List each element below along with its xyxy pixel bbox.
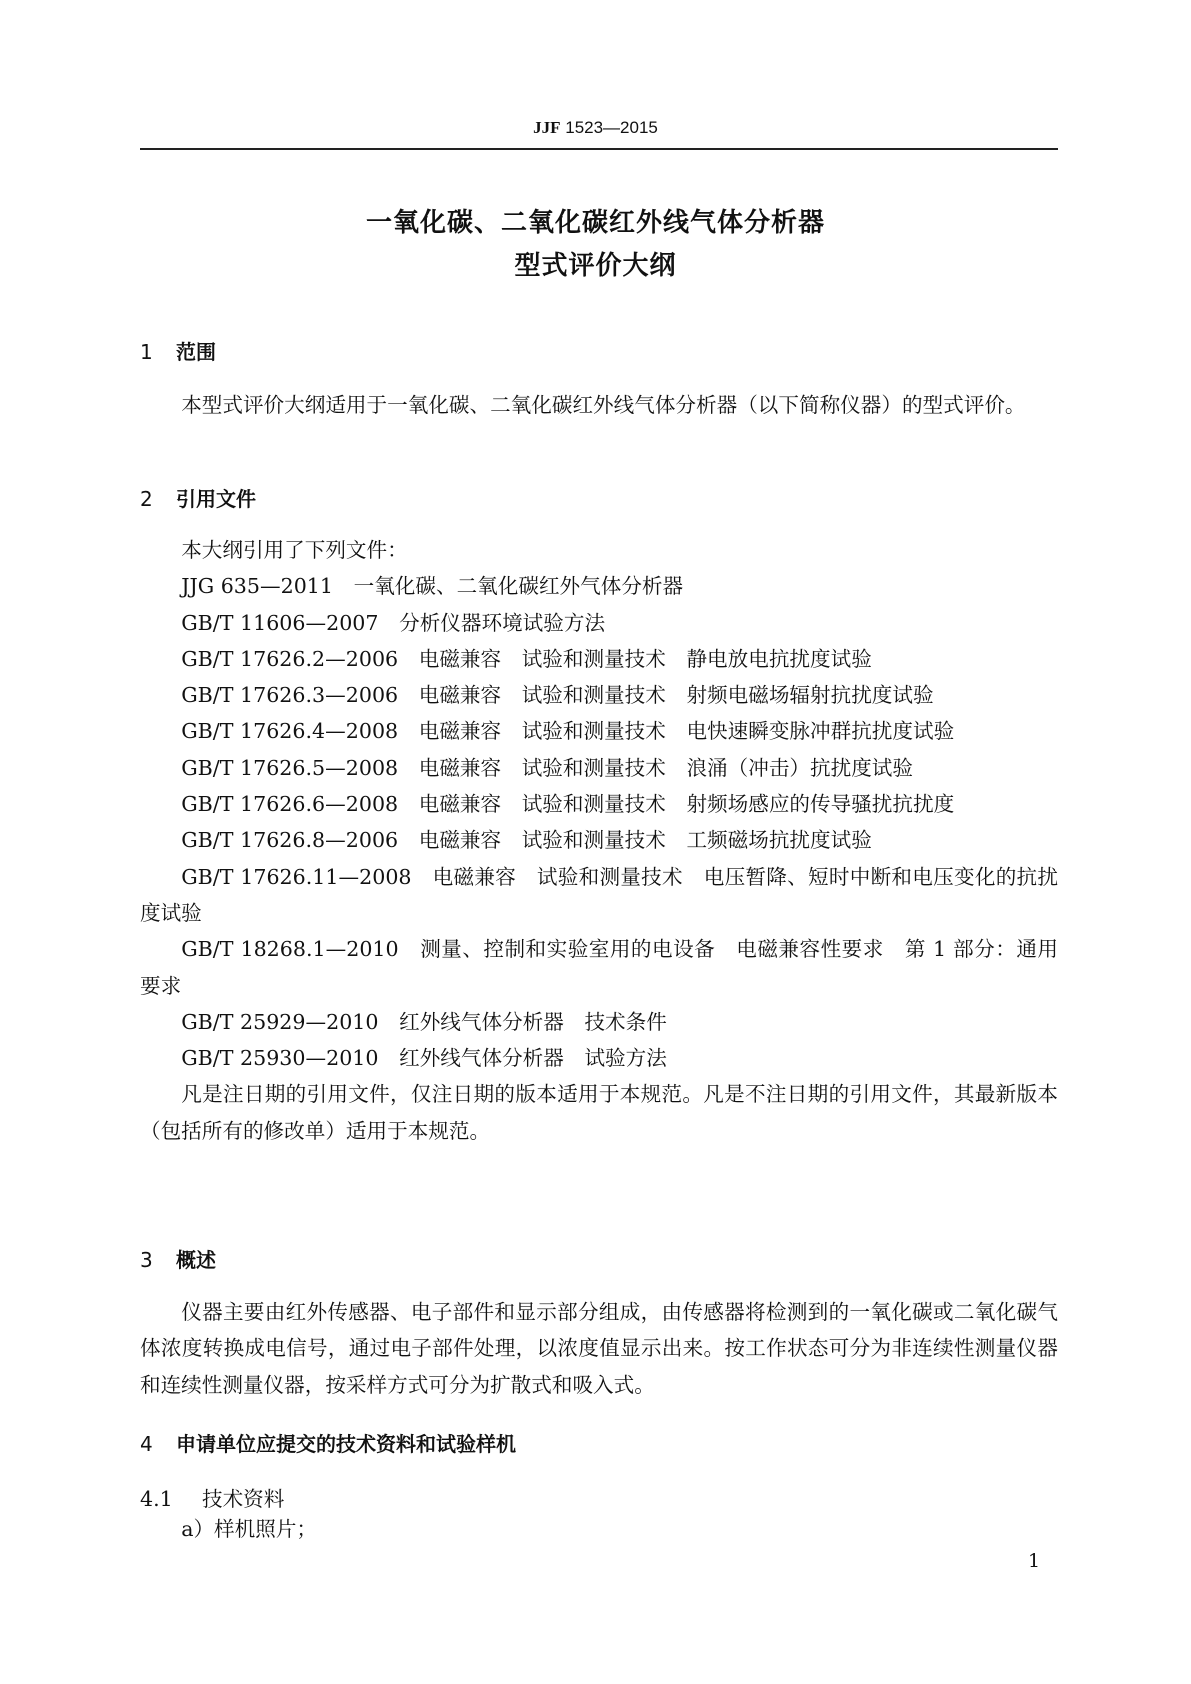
section-title: 概述 [176,1248,216,1272]
reference-item: GB/T 17626.6—2008 电磁兼容 试验和测量技术 射频场感应的传导骚扰抗扰度 [181,792,955,817]
document-title-line2: 型式评价大纲 [514,251,677,281]
section-title: 范围 [176,340,216,364]
reference-item: GB/T 17626.3—2006 电磁兼容 试验和测量技术 射频电磁场辐射抗扰度试验 [181,683,934,708]
reference-item: JJG 635—2011 一氧化碳、二氧化碳红外气体分析器 [181,574,684,599]
reference-item: GB/T 17626.8—2006 电磁兼容 试验和测量技术 工频磁场抗扰度试验 [181,828,872,853]
subsection-title: 技术资料 [202,1487,285,1511]
reference-item: GB/T 17626.11—2008 电磁兼容 试验和测量技术 电压暂降、短时中断和电压变化的抗扰度试验 [140,864,1058,925]
section-title: 申请单位应提交的技术资料和试验样机 [176,1432,516,1456]
section-3-body [140,1294,1058,1403]
section-3-heading [140,1244,216,1273]
header-rule [140,148,1058,150]
references-note: 凡是注日期的引用文件，仅注日期的版本适用于本规范。凡是不注日期的引用文件，其最新版本（包括所有的修改单）适用于本规范。 [140,1082,1058,1143]
subsection-number: 4.1 [140,1487,173,1511]
section-2-body [140,532,1058,1149]
section-1-body [140,387,1058,423]
code-prefix: JJF [533,118,561,137]
list-item: a）样机照片； [181,1517,318,1541]
section-2-heading [140,483,256,512]
section-number: 4 [140,1432,153,1456]
section-number: 1 [140,340,153,364]
subsection-4-1-heading [140,1482,284,1512]
document-title-line1: 一氧化碳、二氧化碳红外线气体分析器 [365,208,825,238]
subsection-4-1-body [140,1511,1058,1547]
overview-paragraph: 仪器主要由红外传感器、电子部件和显示部分组成，由传感器将检测到的一氧化碳或二氧化碳气体浓度转换成电信号，通过电子部件处理，以浓度值显示出来。按工作状态可分为非连续性测量仪器和连续性测量仪器，按采样方式可分为扩散式和吸入式。 [140,1300,1058,1397]
scope-paragraph: 本型式评价大纲适用于一氧化碳、二氧化碳红外线气体分析器（以下简称仪器）的型式评价。 [181,393,1026,417]
reference-item: GB/T 18268.1—2010 测量、控制和实验室用的电设备 电磁兼容性要求 第 1 部分：通用要求 [140,937,1058,998]
reference-list [140,568,1058,1076]
reference-item: GB/T 25930—2010 红外线气体分析器 试验方法 [181,1046,667,1071]
reference-item: GB/T 17626.4—2008 电磁兼容 试验和测量技术 电快速瞬变脉冲群抗扰度试验 [181,719,955,744]
section-number: 3 [140,1248,153,1272]
reference-item: GB/T 25929—2010 红外线气体分析器 技术条件 [181,1009,667,1034]
references-intro: 本大纲引用了下列文件： [181,538,408,562]
section-title: 引用文件 [176,487,256,511]
reference-item: GB/T 17626.5—2008 电磁兼容 试验和测量技术 浪涌（冲击）抗扰度试验 [181,755,913,780]
document-code-header [0,118,1191,138]
section-1-heading [140,336,216,365]
reference-item: GB/T 11606—2007 分析仪器环境试验方法 [181,610,606,635]
reference-item: GB/T 17626.2—2006 电磁兼容 试验和测量技术 静电放电抗扰度试验 [181,646,872,671]
section-number: 2 [140,487,153,511]
code-number: 1523—2015 [565,118,658,137]
page-number: 1 [1028,1550,1041,1572]
section-4-heading [140,1428,516,1457]
